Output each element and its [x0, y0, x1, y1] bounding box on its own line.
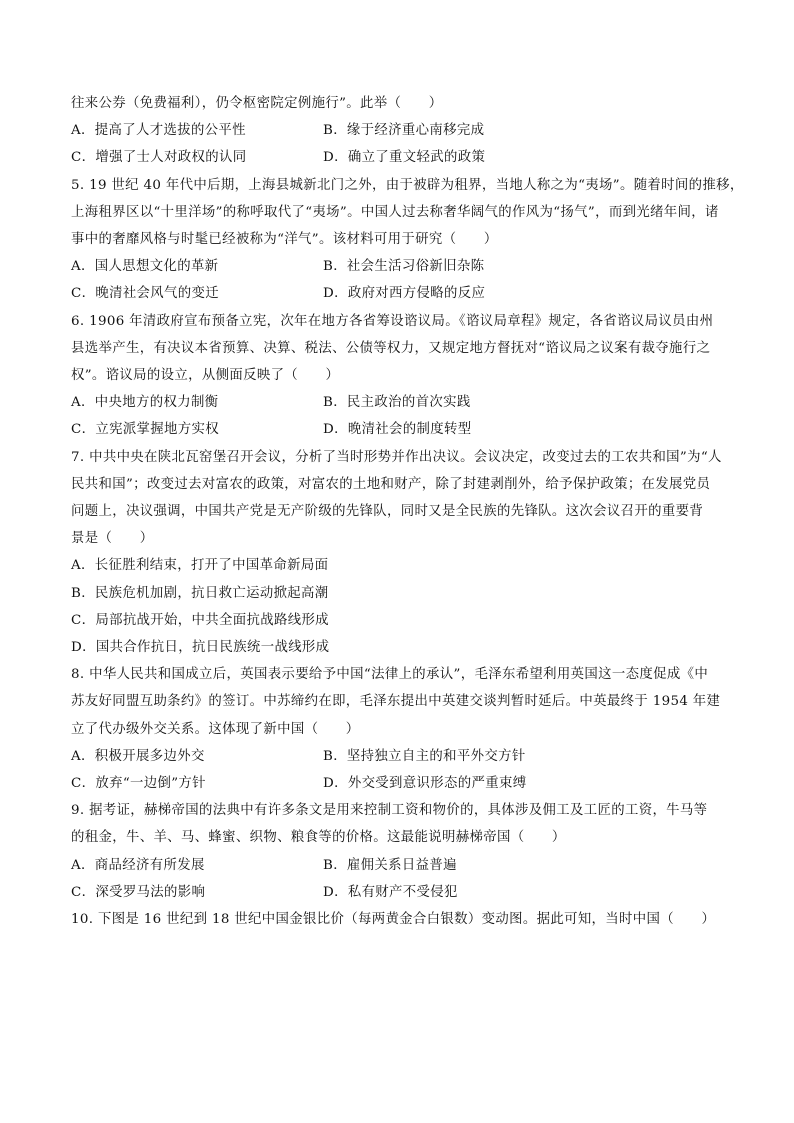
text-line: 9. 据考证，赫梯帝国的法典中有许多条文是用来控制工资和物价的，具体涉及佣工及工匠的工资，牛马等 — [71, 803, 708, 819]
text-line: 问题上，决议强调，中国共产党是无产阶级的先锋队，同时又是全民族的先锋队。这次会议召开的重要背 — [71, 504, 704, 520]
option-d[interactable]: D．私有财产不受侵犯 — [323, 884, 458, 900]
option-b[interactable]: B．缘于经济重心南移完成 — [323, 123, 485, 139]
text-line: 6. 1906 年清政府宣布预备立宪，次年在地方各省筹设谘议局。《谘议局章程》规定，各省谘议局议员由州 — [71, 313, 714, 329]
option-a[interactable]: A．中央地方的权力制衡 — [71, 395, 219, 411]
text-line: 往来公券（免费福利），仍令枢密院定例施行”。此举（ ） — [71, 96, 443, 111]
question-5-options — [71, 253, 726, 307]
question-8-stem — [71, 661, 726, 743]
option-d[interactable]: D．政府对西方侵略的反应 — [323, 286, 486, 302]
question-6-stem — [71, 308, 726, 390]
option-b[interactable]: B．民族危机加剧，抗日救亡运动掀起高潮 — [71, 585, 329, 601]
option-b[interactable]: B．社会生活习俗新旧杂陈 — [323, 259, 485, 275]
text-line: 8. 中华人民共和国成立后，英国表示要给予中国“法律上的承认”，毛泽东希望利用英国这一态度促成《中 — [71, 667, 709, 683]
text-line: 的租金，牛、羊、马、蜂蜜、织物、粮食等的价格。这最能说明赫梯帝国（ ） — [71, 830, 566, 846]
option-c[interactable]: C．增强了士人对政权的认同 — [71, 150, 247, 166]
question-5-stem — [71, 172, 744, 254]
option-c[interactable]: C．深受罗马法的影响 — [71, 884, 206, 900]
option-a[interactable]: A．积极开展多边外交 — [71, 748, 205, 764]
option-d[interactable]: D．外交受到意识形态的严重束缚 — [323, 776, 527, 792]
text-line: 景是（ ） — [71, 531, 154, 547]
question-7-options — [71, 552, 726, 661]
text-line: 7. 中共中央在陕北瓦窑堡召开会议，分析了当时形势并作出决议。会议决定，改变过去的工农共和国”为“人 — [71, 449, 722, 465]
question-8-options — [71, 743, 726, 797]
option-a[interactable]: A．商品经济有所发展 — [71, 857, 205, 873]
question-6-options — [71, 389, 726, 443]
option-b[interactable]: B．民主政治的首次实践 — [323, 395, 471, 411]
question-9-options — [71, 852, 726, 906]
option-b[interactable]: B．坚持独立自主的和平外交方针 — [323, 748, 526, 764]
text-line: 5. 19 世纪 40 年代中后期，上海县城新北门之外，由于被辟为租界，当地人称之为“夷场”。随着时间的推移， — [71, 177, 744, 193]
question-10-stem — [71, 906, 726, 933]
text-line: 权”。谘议局的设立，从侧面反映了（ ） — [71, 368, 340, 384]
option-a[interactable]: A．国人思想文化的革新 — [71, 259, 219, 275]
option-c[interactable]: C．放弃“一边倒”方针 — [71, 776, 206, 792]
option-d[interactable]: D．确立了重文轻武的政策 — [323, 150, 486, 166]
option-c[interactable]: C．立宪派掌握地方实权 — [71, 422, 220, 438]
question-4-options — [71, 117, 726, 171]
text-line: 民共和国”；改变过去对富农的政策，对富农的土地和财产，除了封建剥削外，给予保护政策；在发展党员 — [71, 476, 711, 492]
option-c[interactable]: C．局部抗战开始，中共全面抗战路线形成 — [71, 612, 329, 628]
option-b[interactable]: B．雇佣关系日益普遍 — [323, 857, 457, 873]
text-line: 10. 下图是 16 世纪到 18 世纪中国金银比价（每两黄金合白银数）变动图。据此可知，当时中国（ ） — [71, 912, 716, 928]
option-a[interactable]: A．提高了人才选拔的公平性 — [71, 123, 246, 139]
question-9-stem — [71, 797, 726, 851]
option-c[interactable]: C．晚清社会风气的变迁 — [71, 286, 220, 302]
text-line: 县选举产生，有决议本省预算、决算、税法、公债等权力，又规定地方督抚对“谘议局之议案有裁夺施行之 — [71, 340, 711, 356]
option-d[interactable]: D．国共合作抗日，抗日民族统一战线形成 — [71, 640, 330, 656]
option-d[interactable]: D．晚清社会的制度转型 — [323, 422, 472, 438]
text-line: 上海租界区以“十里洋场”的称呼取代了“夷场”。中国人过去称奢华阔气的作风为“扬气”，而到光绪年间，诸 — [71, 204, 719, 220]
option-a[interactable]: A．长征胜利结束，打开了中国革命新局面 — [71, 558, 329, 574]
text-line: 立了代办级外交关系。这体现了新中国（ ） — [71, 721, 360, 737]
question-4-stem-continuation — [71, 90, 726, 117]
question-7-stem — [71, 444, 726, 553]
page-content — [71, 90, 744, 933]
text-line: 事中的奢靡风格与时髦已经被称为“洋气”。该材料可用于研究（ ） — [71, 232, 498, 248]
text-line: 苏友好同盟互助条约》的签订。中苏缔约在即，毛泽东提出中英建交谈判暂时延后。中英最终于 1954 年建 — [71, 694, 721, 710]
